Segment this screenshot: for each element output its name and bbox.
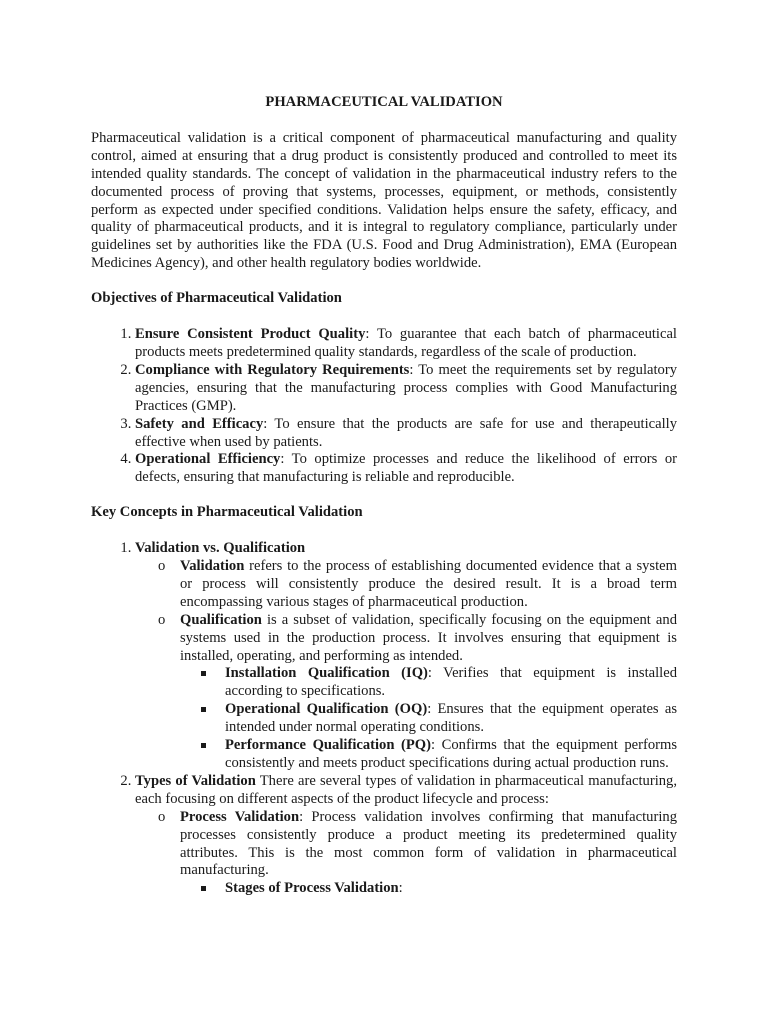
sub-text: refers to the process of establishing documented evidence that a system or process will consistently produce the desired result. It is a broad term encompassing various stages of pharmaceutical production. <box>180 558 677 610</box>
concept-term: Types of Validation <box>135 772 256 789</box>
document-title: PHARMACEUTICAL VALIDATION <box>265 94 503 110</box>
objectives-list <box>91 326 677 487</box>
list-item <box>135 362 677 416</box>
intro-paragraph: Pharmaceutical validation is a critical component of pharmaceutical manufacturing and quality control, aimed at ensuring that a drug product is consistently produced and controlled to meet its intended quality standards. The concept of validation in the pharmaceutical industry refers to the documented process of proving that systems, processes, equipment, or methods, consistently perform as expected under specified conditions. Validation helps ensure the safety, efficacy, and quality of pharmaceutical products, and it is integral to regulatory compliance, particularly under guidelines set by authorities like the FDA (U.S. Food and Drug Administration), EMA (European Medicines Agency), and other health regulatory bodies worldwide. <box>91 129 677 272</box>
objective-term: Safety and Efficacy <box>135 415 264 432</box>
list-item <box>135 451 677 487</box>
subsub-list-item <box>225 665 677 701</box>
sub-term: Process Validation <box>180 808 300 825</box>
subsub-term: Stages of Process Validation <box>225 880 399 897</box>
objective-term: Operational Efficiency <box>135 451 281 468</box>
subsub-list-item <box>225 880 677 898</box>
concepts-list <box>91 540 677 898</box>
sub-list-item <box>158 808 677 899</box>
subsub-text: : Confirms that the equipment performs consistently and meets product specifications during actual production runs. <box>225 737 678 771</box>
subsub-list <box>180 665 677 772</box>
subsub-list-item <box>225 701 677 737</box>
concepts-heading: Key Concepts in Pharmaceutical Validation <box>91 504 363 521</box>
subsub-term: Operational Qualification (OQ) <box>225 701 428 718</box>
square-bullet-icon <box>201 671 206 676</box>
subsub-text: : Verifies that equipment is installed according to specifications. <box>225 665 677 700</box>
concept-term: Validation vs. Qualification <box>135 540 306 557</box>
subsub-term: Installation Qualification (IQ) <box>225 665 428 682</box>
list-item <box>135 416 677 452</box>
list-item <box>135 773 677 898</box>
sub-list <box>135 558 677 773</box>
subsub-list-item <box>225 737 677 773</box>
sub-text: is a subset of validation, specifically focusing on the equipment and systems used in the production process. It involves ensuring that equipment is installed, operating, and performing as intended. <box>180 611 677 664</box>
list-item <box>135 326 677 362</box>
subsub-text: : Ensures that the equipment operates as intended under normal operating conditions. <box>225 701 677 736</box>
objective-text: : To meet the requirements set by regulatory agencies, ensuring that the manufacturing process complies with Good Manufacturing Practices (GMP). <box>135 361 677 414</box>
sub-list-item <box>158 558 677 612</box>
square-bullet-icon <box>201 707 206 712</box>
objective-text: : To guarantee that each batch of pharmaceutical products meets predetermined quality standards, regardless of the scale of production. <box>135 326 677 360</box>
sub-term: Validation <box>180 558 245 575</box>
subsub-text: : <box>398 880 403 897</box>
circle-bullet-icon: o <box>158 808 166 825</box>
square-bullet-icon <box>201 886 206 891</box>
objectives-heading: Objectives of Pharmaceutical Validation <box>91 290 342 307</box>
objective-text: : To optimize processes and reduce the likelihood of errors or defects, ensuring that manufacturing is reliable and reproducible. <box>135 451 677 486</box>
circle-bullet-icon: o <box>158 611 166 628</box>
objective-text: : To ensure that the products are safe for use and therapeutically effective when used by patients. <box>135 415 677 450</box>
concept-text: There are several types of validation in pharmaceutical manufacturing, each focusing on different aspects of the product lifecycle and process: <box>135 772 677 807</box>
sub-list <box>135 809 677 899</box>
circle-bullet-icon: o <box>158 558 166 575</box>
objective-term: Ensure Consistent Product Quality <box>135 326 366 343</box>
sub-text: : Process validation involves confirming that manufacturing processes consistently produce a product meeting its predetermined quality attributes. This is the most common form of validation in pharmaceutical manufacturing. <box>180 808 677 879</box>
subsub-term: Performance Qualification (PQ) <box>225 737 432 754</box>
objective-term: Compliance with Regulatory Requirements <box>135 361 410 378</box>
list-item <box>135 540 677 773</box>
square-bullet-icon <box>201 743 206 748</box>
subsub-list <box>180 880 677 898</box>
sub-term: Qualification <box>180 611 262 628</box>
sub-list-item <box>158 611 678 773</box>
